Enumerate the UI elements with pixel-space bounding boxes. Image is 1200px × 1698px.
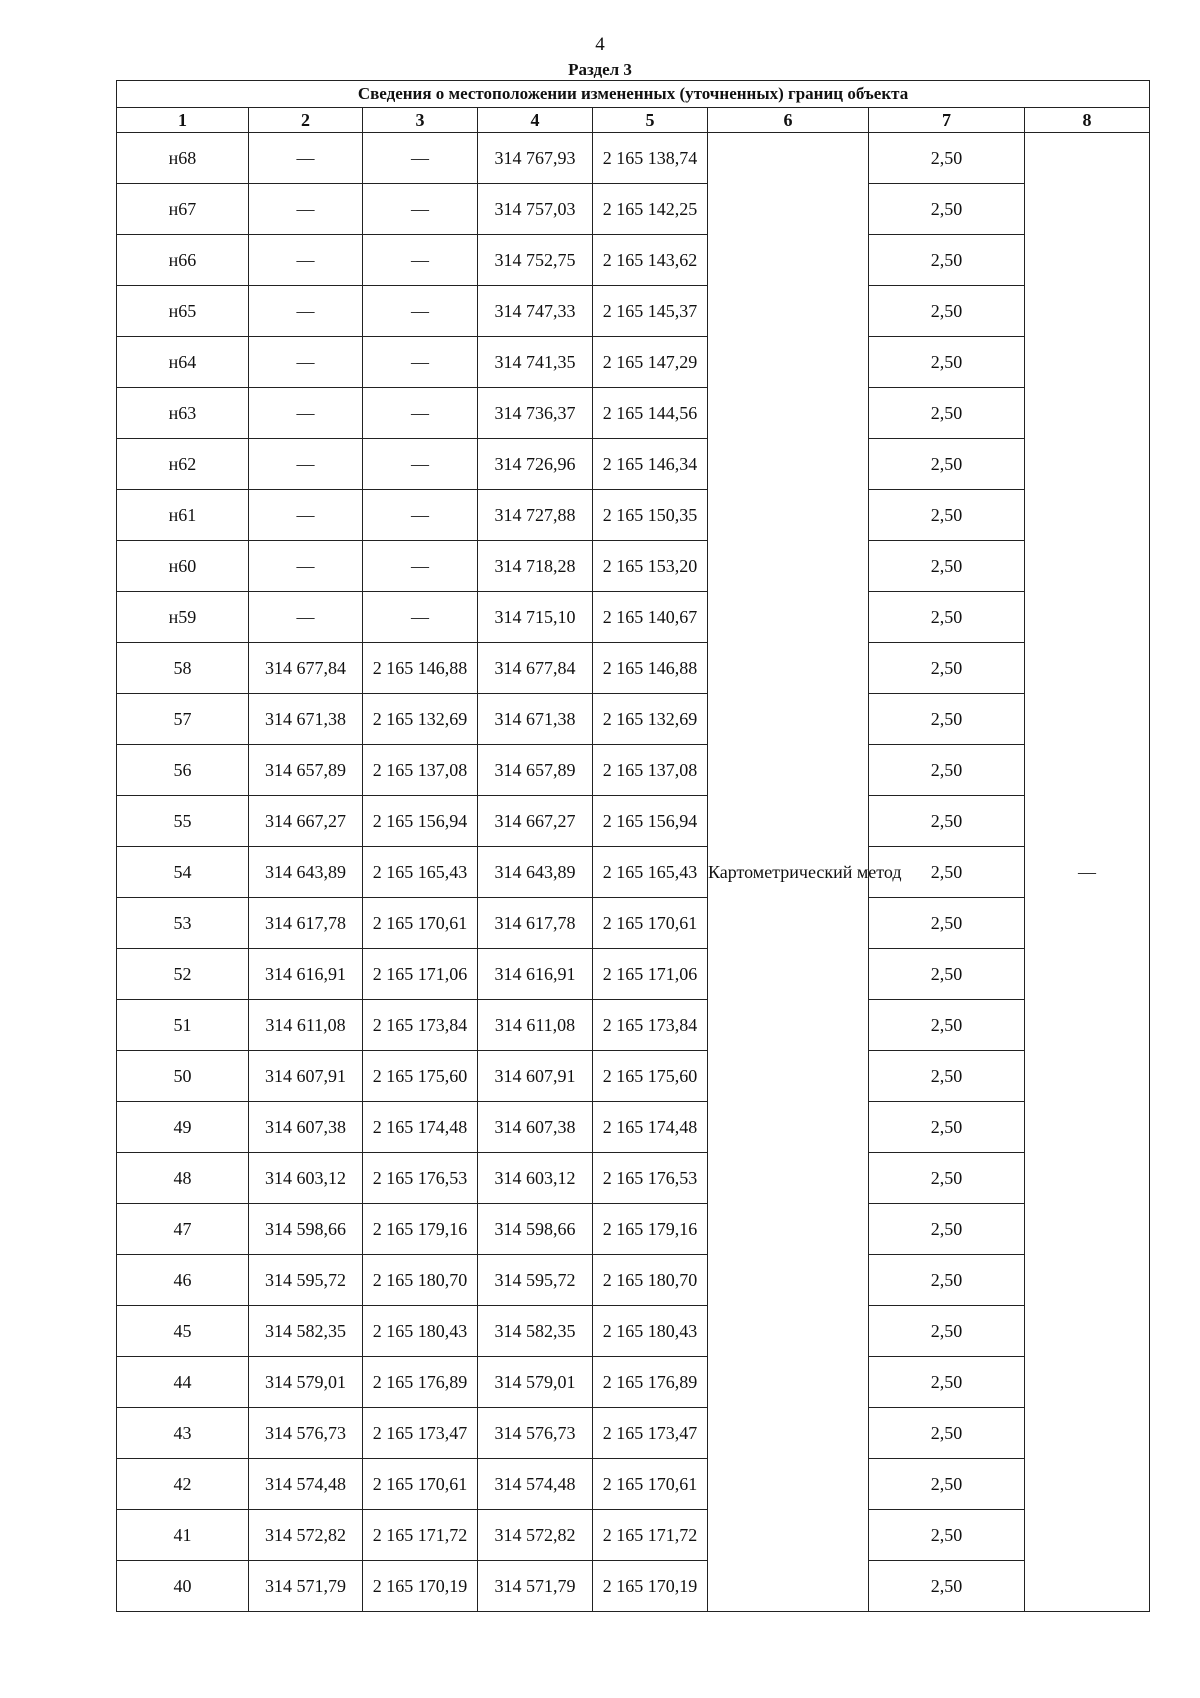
column-number: 7 (869, 108, 1025, 133)
point-number-cell: 53 (117, 898, 249, 949)
table-row (117, 286, 1150, 337)
table-row (117, 1000, 1150, 1051)
existing-y-cell: 2 165 156,94 (363, 796, 478, 847)
accuracy-cell: 2,50 (869, 1000, 1025, 1051)
accuracy-cell: 2,50 (869, 1357, 1025, 1408)
table-row (117, 592, 1150, 643)
existing-y-cell: — (363, 337, 478, 388)
table-row (117, 1153, 1150, 1204)
existing-x-cell: — (249, 235, 363, 286)
new-y-cell: 2 165 176,53 (593, 1153, 708, 1204)
new-y-cell: 2 165 132,69 (593, 694, 708, 745)
new-y-cell: 2 165 146,34 (593, 439, 708, 490)
table-row (117, 337, 1150, 388)
new-x-cell: 314 616,91 (478, 949, 593, 1000)
table-row (117, 439, 1150, 490)
existing-x-cell: 314 667,27 (249, 796, 363, 847)
point-number-cell: н60 (117, 541, 249, 592)
table-row (117, 796, 1150, 847)
accuracy-cell: 2,50 (869, 439, 1025, 490)
table-row (117, 1306, 1150, 1357)
new-y-cell: 2 165 171,72 (593, 1510, 708, 1561)
new-x-cell: 314 726,96 (478, 439, 593, 490)
point-number-cell: 50 (117, 1051, 249, 1102)
column-number: 1 (117, 108, 249, 133)
accuracy-cell: 2,50 (869, 1459, 1025, 1510)
existing-x-cell: 314 571,79 (249, 1561, 363, 1612)
accuracy-cell: 2,50 (869, 1408, 1025, 1459)
new-x-cell: 314 715,10 (478, 592, 593, 643)
accuracy-cell: 2,50 (869, 490, 1025, 541)
existing-x-cell: — (249, 388, 363, 439)
existing-y-cell: 2 165 180,70 (363, 1255, 478, 1306)
table-row (117, 1204, 1150, 1255)
existing-x-cell: 314 576,73 (249, 1408, 363, 1459)
column-number: 4 (478, 108, 593, 133)
point-number-cell: н59 (117, 592, 249, 643)
accuracy-cell: 2,50 (869, 643, 1025, 694)
existing-x-cell: 314 572,82 (249, 1510, 363, 1561)
existing-y-cell: 2 165 170,19 (363, 1561, 478, 1612)
point-number-cell: 46 (117, 1255, 249, 1306)
point-number-cell: 49 (117, 1102, 249, 1153)
point-number-cell: н62 (117, 439, 249, 490)
accuracy-cell: 2,50 (869, 286, 1025, 337)
point-number-cell: 58 (117, 643, 249, 694)
new-y-cell: 2 165 179,16 (593, 1204, 708, 1255)
new-y-cell: 2 165 180,43 (593, 1306, 708, 1357)
new-x-cell: 314 752,75 (478, 235, 593, 286)
new-y-cell: 2 165 170,61 (593, 898, 708, 949)
table-row (117, 133, 1150, 184)
accuracy-cell: 2,50 (869, 1561, 1025, 1612)
table-row (117, 1510, 1150, 1561)
point-number-cell: 44 (117, 1357, 249, 1408)
accuracy-cell: 2,50 (869, 133, 1025, 184)
table-caption-row (117, 81, 1150, 108)
existing-y-cell: 2 165 171,06 (363, 949, 478, 1000)
existing-x-cell: — (249, 490, 363, 541)
table-row (117, 643, 1150, 694)
new-x-cell: 314 582,35 (478, 1306, 593, 1357)
point-number-cell: 56 (117, 745, 249, 796)
table-row (117, 1357, 1150, 1408)
existing-x-cell: 314 595,72 (249, 1255, 363, 1306)
existing-y-cell: 2 165 173,84 (363, 1000, 478, 1051)
table-row (117, 1408, 1150, 1459)
point-number-cell: 40 (117, 1561, 249, 1612)
existing-y-cell: 2 165 165,43 (363, 847, 478, 898)
existing-x-cell: 314 598,66 (249, 1204, 363, 1255)
new-y-cell: 2 165 146,88 (593, 643, 708, 694)
accuracy-cell: 2,50 (869, 694, 1025, 745)
new-y-cell: 2 165 140,67 (593, 592, 708, 643)
existing-x-cell: 314 607,91 (249, 1051, 363, 1102)
new-x-cell: 314 607,91 (478, 1051, 593, 1102)
point-number-cell: 41 (117, 1510, 249, 1561)
accuracy-cell: 2,50 (869, 949, 1025, 1000)
table-row (117, 541, 1150, 592)
new-x-cell: 314 603,12 (478, 1153, 593, 1204)
existing-x-cell: 314 607,38 (249, 1102, 363, 1153)
point-number-cell: 57 (117, 694, 249, 745)
point-number-cell: 47 (117, 1204, 249, 1255)
accuracy-cell: 2,50 (869, 388, 1025, 439)
new-x-cell: 314 741,35 (478, 337, 593, 388)
new-x-cell: 314 598,66 (478, 1204, 593, 1255)
accuracy-cell: 2,50 (869, 796, 1025, 847)
table-row (117, 388, 1150, 439)
table-row (117, 847, 1150, 898)
existing-y-cell: 2 165 146,88 (363, 643, 478, 694)
point-number-cell: 52 (117, 949, 249, 1000)
new-x-cell: 314 643,89 (478, 847, 593, 898)
method-cell: Картометрический метод (708, 133, 869, 1612)
table-row (117, 1255, 1150, 1306)
table-caption: Сведения о местоположении измененных (уточненных) границ объекта (117, 81, 1150, 108)
new-x-cell: 314 736,37 (478, 388, 593, 439)
new-x-cell: 314 657,89 (478, 745, 593, 796)
existing-x-cell: 314 677,84 (249, 643, 363, 694)
new-x-cell: 314 572,82 (478, 1510, 593, 1561)
table-row (117, 1459, 1150, 1510)
table-row (117, 949, 1150, 1000)
new-x-cell: 314 667,27 (478, 796, 593, 847)
column-number: 6 (708, 108, 869, 133)
table-row (117, 490, 1150, 541)
new-x-cell: 314 607,38 (478, 1102, 593, 1153)
new-y-cell: 2 165 174,48 (593, 1102, 708, 1153)
existing-y-cell: 2 165 180,43 (363, 1306, 478, 1357)
existing-y-cell: 2 165 176,53 (363, 1153, 478, 1204)
existing-y-cell: 2 165 137,08 (363, 745, 478, 796)
new-y-cell: 2 165 175,60 (593, 1051, 708, 1102)
accuracy-cell: 2,50 (869, 847, 1025, 898)
new-x-cell: 314 574,48 (478, 1459, 593, 1510)
existing-x-cell: 314 671,38 (249, 694, 363, 745)
new-x-cell: 314 747,33 (478, 286, 593, 337)
new-y-cell: 2 165 173,47 (593, 1408, 708, 1459)
new-x-cell: 314 718,28 (478, 541, 593, 592)
existing-x-cell: 314 582,35 (249, 1306, 363, 1357)
new-x-cell: 314 671,38 (478, 694, 593, 745)
existing-y-cell: — (363, 286, 478, 337)
point-number-cell: н61 (117, 490, 249, 541)
accuracy-cell: 2,50 (869, 1153, 1025, 1204)
new-y-cell: 2 165 142,25 (593, 184, 708, 235)
table-row (117, 1561, 1150, 1612)
new-y-cell: 2 165 144,56 (593, 388, 708, 439)
accuracy-cell: 2,50 (869, 1102, 1025, 1153)
existing-x-cell: 314 579,01 (249, 1357, 363, 1408)
point-number-cell: 48 (117, 1153, 249, 1204)
new-y-cell: 2 165 170,61 (593, 1459, 708, 1510)
accuracy-cell: 2,50 (869, 337, 1025, 388)
table-row (117, 1102, 1150, 1153)
existing-x-cell: — (249, 439, 363, 490)
new-x-cell: 314 727,88 (478, 490, 593, 541)
existing-x-cell: — (249, 286, 363, 337)
existing-y-cell: 2 165 132,69 (363, 694, 478, 745)
new-y-cell: 2 165 147,29 (593, 337, 708, 388)
page-number: 4 (595, 34, 605, 55)
existing-y-cell: — (363, 490, 478, 541)
new-y-cell: 2 165 137,08 (593, 745, 708, 796)
column-number: 2 (249, 108, 363, 133)
existing-x-cell: — (249, 337, 363, 388)
table-row (117, 235, 1150, 286)
column-number-row (117, 108, 1150, 133)
existing-x-cell: — (249, 184, 363, 235)
existing-y-cell: — (363, 133, 478, 184)
column-number: 3 (363, 108, 478, 133)
point-number-cell: н67 (117, 184, 249, 235)
existing-x-cell: 314 616,91 (249, 949, 363, 1000)
point-number-cell: 43 (117, 1408, 249, 1459)
point-number-cell: 51 (117, 1000, 249, 1051)
new-x-cell: 314 579,01 (478, 1357, 593, 1408)
new-y-cell: 2 165 150,35 (593, 490, 708, 541)
point-number-cell: 54 (117, 847, 249, 898)
boundary-table (116, 80, 1150, 1612)
column8-cell: — (1025, 133, 1150, 1612)
new-x-cell: 314 757,03 (478, 184, 593, 235)
point-number-cell: н64 (117, 337, 249, 388)
table-row (117, 745, 1150, 796)
accuracy-cell: 2,50 (869, 745, 1025, 796)
existing-x-cell: 314 574,48 (249, 1459, 363, 1510)
accuracy-cell: 2,50 (869, 541, 1025, 592)
existing-y-cell: — (363, 184, 478, 235)
new-y-cell: 2 165 143,62 (593, 235, 708, 286)
point-number-cell: 42 (117, 1459, 249, 1510)
new-y-cell: 2 165 173,84 (593, 1000, 708, 1051)
existing-y-cell: 2 165 179,16 (363, 1204, 478, 1255)
new-x-cell: 314 571,79 (478, 1561, 593, 1612)
new-x-cell: 314 677,84 (478, 643, 593, 694)
section-title: Раздел 3 (568, 60, 632, 79)
new-x-cell: 314 576,73 (478, 1408, 593, 1459)
existing-x-cell: — (249, 133, 363, 184)
existing-y-cell: — (363, 439, 478, 490)
new-y-cell: 2 165 176,89 (593, 1357, 708, 1408)
existing-x-cell: 314 617,78 (249, 898, 363, 949)
new-x-cell: 314 611,08 (478, 1000, 593, 1051)
point-number-cell: н66 (117, 235, 249, 286)
existing-x-cell: 314 603,12 (249, 1153, 363, 1204)
point-number-cell: 45 (117, 1306, 249, 1357)
column-number: 5 (593, 108, 708, 133)
new-x-cell: 314 767,93 (478, 133, 593, 184)
table-row (117, 1051, 1150, 1102)
new-y-cell: 2 165 156,94 (593, 796, 708, 847)
accuracy-cell: 2,50 (869, 1051, 1025, 1102)
accuracy-cell: 2,50 (869, 1204, 1025, 1255)
point-number-cell: н65 (117, 286, 249, 337)
new-y-cell: 2 165 153,20 (593, 541, 708, 592)
table-row (117, 898, 1150, 949)
point-number-cell: н63 (117, 388, 249, 439)
existing-x-cell: — (249, 541, 363, 592)
table-row (117, 184, 1150, 235)
new-x-cell: 314 617,78 (478, 898, 593, 949)
accuracy-cell: 2,50 (869, 1510, 1025, 1561)
existing-y-cell: 2 165 173,47 (363, 1408, 478, 1459)
accuracy-cell: 2,50 (869, 1255, 1025, 1306)
existing-x-cell: 314 611,08 (249, 1000, 363, 1051)
new-y-cell: 2 165 165,43 (593, 847, 708, 898)
new-y-cell: 2 165 138,74 (593, 133, 708, 184)
new-y-cell: 2 165 170,19 (593, 1561, 708, 1612)
accuracy-cell: 2,50 (869, 592, 1025, 643)
accuracy-cell: 2,50 (869, 1306, 1025, 1357)
existing-y-cell: 2 165 170,61 (363, 898, 478, 949)
column-number: 8 (1025, 108, 1150, 133)
accuracy-cell: 2,50 (869, 235, 1025, 286)
existing-y-cell: — (363, 592, 478, 643)
point-number-cell: н68 (117, 133, 249, 184)
existing-y-cell: — (363, 388, 478, 439)
existing-y-cell: — (363, 235, 478, 286)
new-y-cell: 2 165 180,70 (593, 1255, 708, 1306)
point-number-cell: 55 (117, 796, 249, 847)
table-body (117, 133, 1150, 1612)
existing-y-cell: 2 165 175,60 (363, 1051, 478, 1102)
new-x-cell: 314 595,72 (478, 1255, 593, 1306)
existing-x-cell: — (249, 592, 363, 643)
accuracy-cell: 2,50 (869, 898, 1025, 949)
existing-y-cell: 2 165 171,72 (363, 1510, 478, 1561)
new-y-cell: 2 165 145,37 (593, 286, 708, 337)
accuracy-cell: 2,50 (869, 184, 1025, 235)
existing-x-cell: 314 657,89 (249, 745, 363, 796)
existing-y-cell: 2 165 176,89 (363, 1357, 478, 1408)
existing-x-cell: 314 643,89 (249, 847, 363, 898)
existing-y-cell: 2 165 170,61 (363, 1459, 478, 1510)
table-row (117, 694, 1150, 745)
new-y-cell: 2 165 171,06 (593, 949, 708, 1000)
existing-y-cell: — (363, 541, 478, 592)
existing-y-cell: 2 165 174,48 (363, 1102, 478, 1153)
